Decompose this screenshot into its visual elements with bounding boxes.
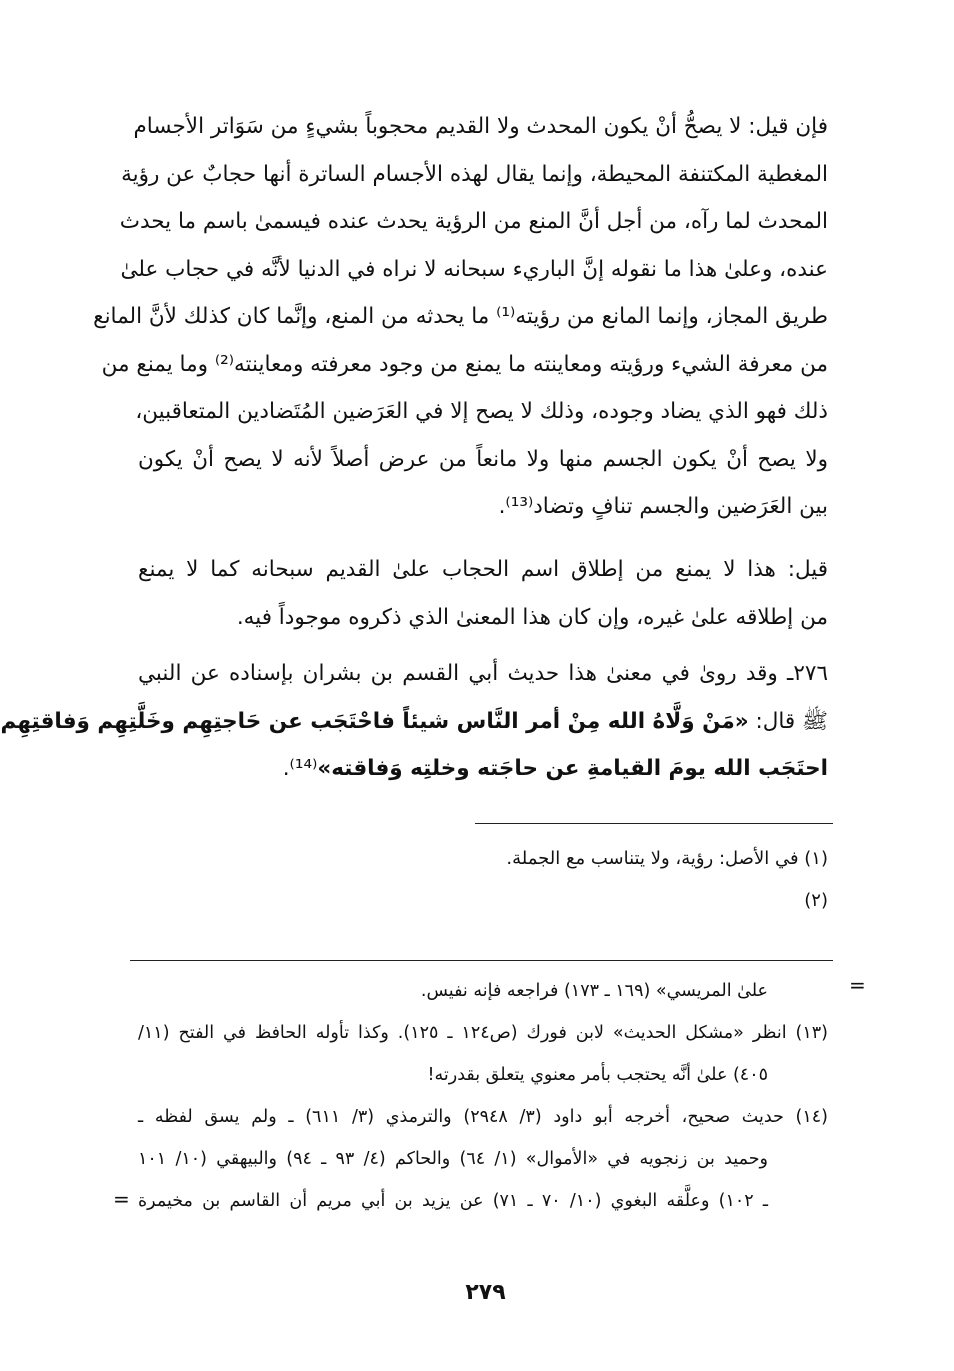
text-line: قيل: هذا لا يمنع من إطلاق اسم الحجاب علىٰ القديم سبحانه كما لا يمنع [138,557,828,582]
hadith-quote: «مَنْ وَلَّاهُ الله مِنْ أمر النَّاس شيئاً فاحْتَجَب عن حَاجتِهِم وخَلَّتِهِم وَفاقتِهِم [0,708,749,734]
text-line: ذلك فهو الذي يضاد وجوده، وذلك لا يصح إلا في العَرَضين المُتَضادين المتعاقبين، [135,399,828,424]
footnotes-continued [138,970,828,1222]
text-line [138,745,828,793]
footnote-separator [475,823,833,824]
paragraph-objection [93,103,828,531]
text-line: ٢٧٦ـ وقد روىٰ في معنىٰ هذا حديث أبي القسم بن بشران بإسناده عن النبي [138,661,828,686]
paragraph-reply [138,546,828,641]
footnote-ref: ⁽¹⁴⁾. [282,756,318,781]
footnote: (١٤) حديث صحيح، أخرجه أبو داود (٣/ ٢٩٤٨) والترمذي (٣/ ٦١١) ـ ولم يسق لفظه ـ [138,1107,828,1127]
footnote: (١) في الأصل: رؤية، ولا يتناسب مع الجملة. [506,848,828,869]
footnote: ٤٠٥) علىٰ أنَّه يحتجب بأمر معنوي يتعلق بقدرته! [427,1065,768,1085]
text-line: من إطلاقه علىٰ غيره، وإن كان هذا المعنىٰ الذي ذكروه موجوداً فيه. [236,604,828,630]
page-number: ٢٧٩ [465,1280,506,1305]
text-line: المغطية المكتنفة المحيطة، وإنما يقال لهذه الأجسام الساترة أنها حجابٌ عن رؤية [121,161,828,187]
footnote: (٢) [804,890,828,911]
text-line: بين العَرَضين والجسم تنافٍ وتضاد⁽¹³⁾. [498,494,828,519]
text-line: طريق المجاز، وإنما المانع من رؤيته⁽¹⁾ ما يحدثه من المنع، وإنَّما كان كذلك لأنَّ المانع [93,304,828,329]
footnote: علىٰ المريسي» (١٦٩ ـ ١٧٣) فراجعه فإنه نفيس. [420,981,768,1001]
text-line [0,698,828,746]
text-line: المحدث لما رآه، من أجل أنَّ المنع من الرؤية يحدث عنده فيسمىٰ باسم ما يحدث [119,209,828,234]
footnotes-section [138,838,828,922]
text-line: ولا يصح أنْ يكون الجسم منها ولا مانعاً من عرض أصلاً لأنه لا يصح أنْ يكون [138,446,828,472]
footnote: وحميد بن زنجويه في «الأموال» (١/ ٦٤) والحاكم (٤/ ٩٣ ـ ٩٤) والبيهقي (١٠/ ١٠١ [138,1149,768,1169]
prophet-salutation-text: ﷺ قال: [748,708,828,734]
text-line: عنده، وعلىٰ هذا ما نقوله إنَّ الباريء سبحانه لا نراه في الدنيا لأنَّه في حجاب علىٰ [120,256,828,282]
hadith-quote: احتَجَب الله يومَ القيامةِ عن حاجَته وخلتِه وَفاقته» [317,756,828,781]
continuation-marker: = [849,973,866,997]
text-line: من معرفة الشيء ورؤيته ومعاينته ما يمنع من وجود معرفته ومعاينته⁽²⁾ وما يمنع من [101,351,828,377]
page-separator [130,960,833,961]
continuation-marker: = [113,1187,130,1211]
footnote: ـ ١٠٢) وعلَّقه البغوي (١٠/ ٧٠ ـ ٧١) عن يزيد بن أبي مريم أن القاسم بن مخيمرة [138,1191,768,1211]
footnote: (١٣) انظر «مشكل الحديث» لابن فورك (ص١٢٤ ـ ١٢٥). وكذا تأوله الحافظ في الفتح (١١/ [138,1023,828,1043]
text-line: فإن قيل: لا يصحُّ أنْ يكون المحدث ولا القديم محجوباً بشيءٍ من سَوَاتر الأجسام [133,114,828,139]
paragraph-hadith [0,650,828,793]
